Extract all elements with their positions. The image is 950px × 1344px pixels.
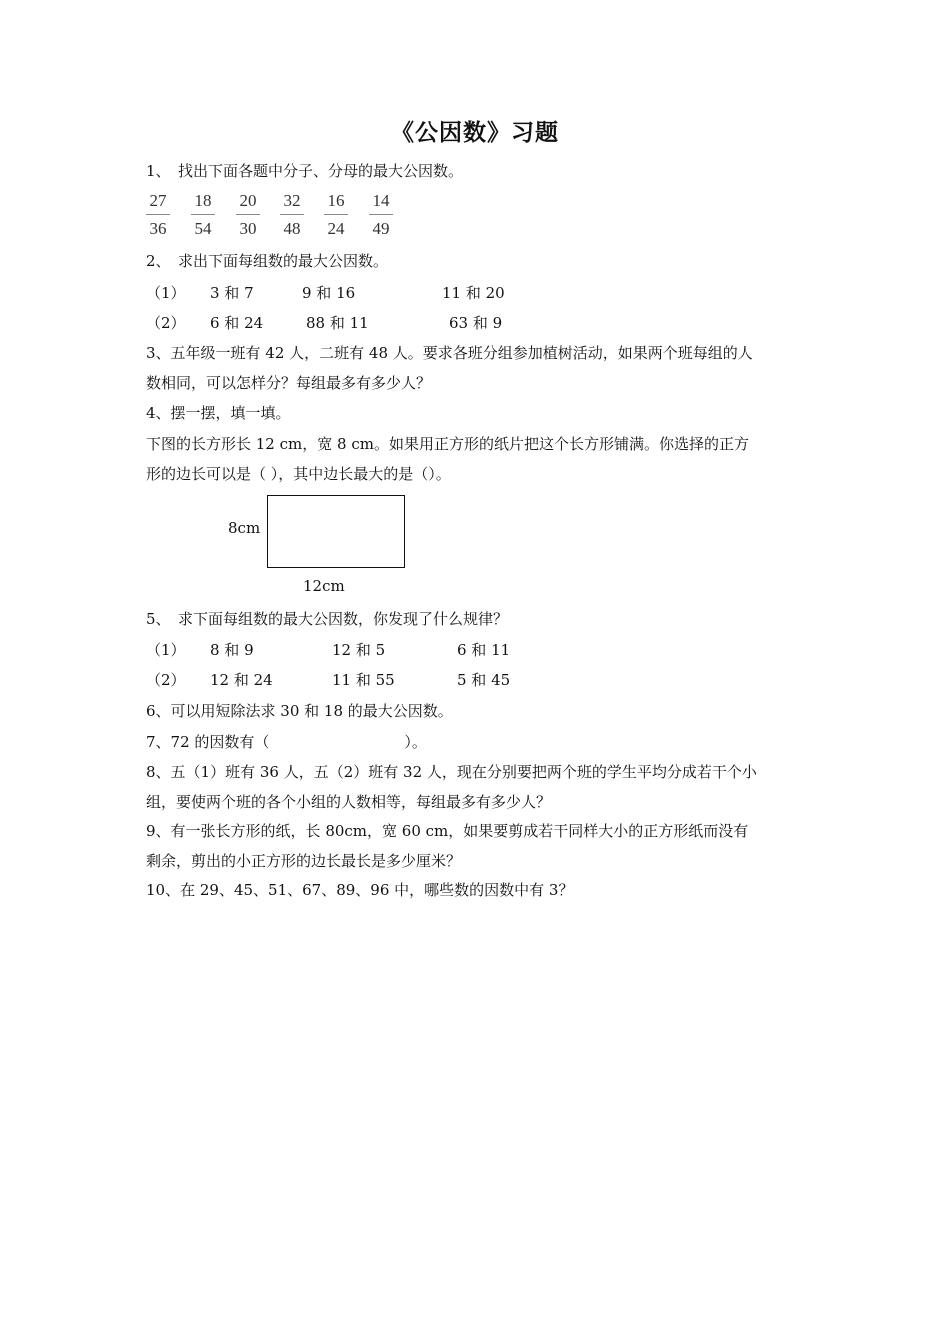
denominator: 30 — [239, 219, 257, 238]
question-9-line-1: 9、有一张长方形的纸，长 80cm，宽 60 cm，如果要剪成若干同样大小的正方形纸而没有 — [146, 822, 749, 840]
page-title: 《公因数》习题 — [391, 120, 559, 146]
fraction-bar — [236, 214, 260, 215]
question-4: 4、摆一摆，填一填。 — [146, 404, 291, 422]
fraction-bar — [146, 214, 170, 215]
rectangle-width-label: 12cm — [303, 577, 345, 595]
number-pair: 11 和 55 — [332, 671, 395, 689]
rectangle-diagram — [267, 495, 405, 568]
denominator: 36 — [149, 219, 167, 238]
number-pair: 9 和 16 — [302, 284, 356, 302]
numerator: 18 — [194, 191, 212, 210]
row-label: （1） — [146, 284, 186, 302]
fraction — [191, 190, 215, 240]
number-pair: 88 和 11 — [306, 314, 369, 332]
question-10: 10、在 29、45、51、67、89、96 中，哪些数的因数中有 3？ — [146, 881, 574, 899]
question-6: 6、可以用短除法求 30 和 18 的最大公因数。 — [146, 702, 453, 720]
denominator: 48 — [283, 219, 301, 238]
question-8-line-1: 8、五（1）班有 36 人，五（2）班有 32 人，现在分别要把两个班的学生平均分成若干个小 — [146, 763, 757, 781]
rectangle-height-label: 8cm — [228, 519, 261, 537]
question-3-line-1: 3、五年级一班有 42 人，二班有 48 人。要求各班分组参加植树活动，如果两个班每组的人 — [146, 344, 753, 362]
numerator: 16 — [327, 191, 345, 210]
numerator: 27 — [149, 191, 167, 210]
number-pair: 63 和 9 — [449, 314, 503, 332]
numerator: 20 — [239, 191, 257, 210]
question-4-line-1: 下图的长方形长 12 cm，宽 8 cm。如果用正方形的纸片把这个长方形铺满。你选择的正方 — [146, 435, 749, 453]
fraction — [280, 190, 304, 240]
row-label: （2） — [146, 314, 186, 332]
numerator: 32 — [283, 191, 301, 210]
fraction — [369, 190, 393, 240]
number-pair: 5 和 45 — [457, 671, 511, 689]
row-label: （2） — [146, 671, 186, 689]
numerator: 14 — [372, 191, 390, 210]
question-2: 2、 求出下面每组数的最大公因数。 — [146, 252, 389, 270]
number-pair: 6 和 11 — [457, 641, 511, 659]
fraction — [324, 190, 348, 240]
fraction-bar — [191, 214, 215, 215]
fraction — [236, 190, 260, 240]
denominator: 24 — [327, 219, 345, 238]
number-pair: 3 和 7 — [210, 284, 254, 302]
number-pair: 8 和 9 — [210, 641, 254, 659]
question-8-line-2: 组，要使两个班的各个小组的人数相等，每组最多有多少人？ — [146, 793, 552, 811]
question-4-line-2: 形的边长可以是（ ），其中边长最大的是（）。 — [146, 465, 451, 483]
question-5: 5、 求下面每组数的最大公因数，你发现了什么规律？ — [146, 610, 509, 628]
question-3-line-2: 数相同，可以怎样分？每组最多有多少人？ — [146, 374, 432, 392]
row-label: （1） — [146, 641, 186, 659]
denominator: 54 — [194, 219, 212, 238]
number-pair: 11 和 20 — [442, 284, 505, 302]
number-pair: 6 和 24 — [210, 314, 264, 332]
question-9-line-2: 剩余，剪出的小正方形的边长最长是多少厘米？ — [146, 852, 462, 870]
number-pair: 12 和 5 — [332, 641, 386, 659]
denominator: 49 — [372, 219, 390, 238]
number-pair: 12 和 24 — [210, 671, 273, 689]
fraction-bar — [324, 214, 348, 215]
question-7: 7、72 的因数有（ ）。 — [146, 733, 427, 751]
fraction-bar — [280, 214, 304, 215]
fraction-bar — [369, 214, 393, 215]
fraction — [146, 190, 170, 240]
question-1: 1、 找出下面各题中分子、分母的最大公因数。 — [146, 162, 464, 180]
